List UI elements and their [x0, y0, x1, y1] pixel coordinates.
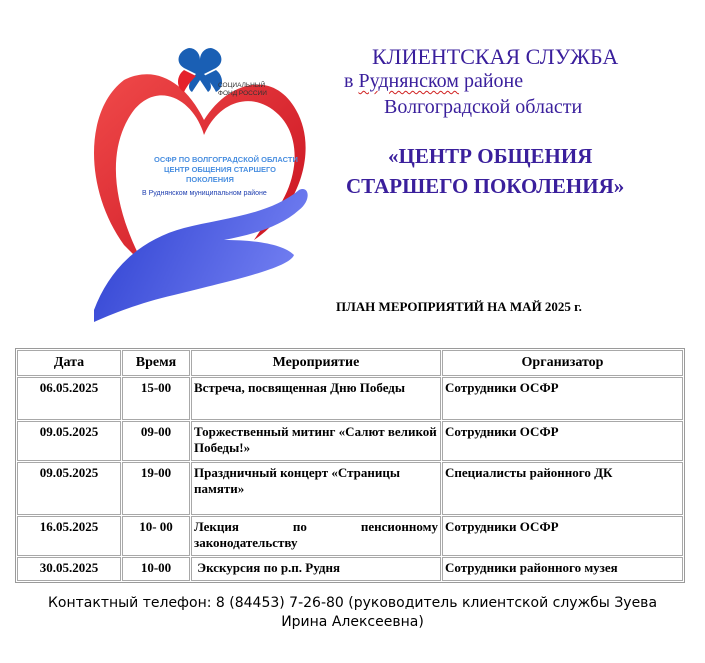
cell-event: Праздничный концерт «Страницы памяти»	[191, 462, 441, 515]
table-row	[17, 462, 683, 515]
header-district: в Руднянском районе	[344, 70, 524, 92]
cell-time: 15-00	[122, 377, 190, 420]
cell-date: 16.05.2025	[17, 516, 121, 556]
cell-organizer: Сотрудники ОСФР	[442, 421, 683, 461]
csfr-heart-hand-logo	[84, 40, 314, 322]
plan-title: ПЛАН МЕРОПРИЯТИЙ НА МАЙ 2025 г.	[336, 299, 582, 314]
cell-date: 09.05.2025	[17, 421, 121, 461]
cell-date: 06.05.2025	[17, 377, 121, 420]
event-line2: законодательству	[194, 535, 298, 550]
cell-organizer: Специалисты районного ДК	[442, 462, 683, 515]
table-header-row	[17, 350, 683, 376]
cell-event: Экскурсия по р.п. Рудня	[191, 557, 441, 581]
table-row	[17, 557, 683, 581]
events-table	[15, 348, 685, 583]
cell-date: 30.05.2025	[17, 557, 121, 581]
brand-name-line1: СОЦИАЛЬНЫЙ	[218, 82, 266, 89]
logo-caption-line1: ОСФР ПО ВОЛГОГРАДСКОЙ ОБЛАСТИ	[154, 155, 298, 164]
cell-time: 19-00	[122, 462, 190, 515]
header-service-name: КЛИЕНТСКАЯ СЛУЖБА	[372, 44, 619, 69]
cell-event: Торжественный митинг «Салют великой Победы!»	[191, 421, 441, 461]
logo-caption-line2: ЦЕНТР ОБЩЕНИЯ СТАРШЕГО	[164, 165, 276, 174]
table-row	[17, 516, 683, 556]
cell-event	[191, 516, 441, 556]
contact-line1: Контактный телефон: 8 (84453) 7-26-80 (руководитель клиентской службы Зуева	[47, 595, 658, 611]
header-time: Время	[122, 350, 190, 376]
header-organizer: Организатор	[442, 350, 683, 376]
header-date: Дата	[17, 350, 121, 376]
logo-caption-line3: ПОКОЛЕНИЯ	[186, 175, 234, 184]
center-title-line2: СТАРШЕГО ПОКОЛЕНИЯ»	[346, 174, 625, 198]
cell-time: 10-00	[122, 557, 190, 581]
brand-name-line2: ФОНД РОССИИ	[218, 90, 267, 97]
header-event: Мероприятие	[191, 350, 441, 376]
contact-info	[20, 594, 685, 632]
cell-time: 10- 00	[122, 516, 190, 556]
cell-time: 09-00	[122, 421, 190, 461]
cell-organizer: Сотрудники ОСФР	[442, 516, 683, 556]
table-row	[17, 421, 683, 461]
logo-caption-line4: В Руднянском муниципальном районе	[142, 190, 267, 197]
sfr-emblem-icon	[178, 48, 222, 92]
event-line1: Лекция по пенсионному	[194, 519, 438, 534]
cell-organizer: Сотрудники районного музея	[442, 557, 683, 581]
center-title-line1: «ЦЕНТР ОБЩЕНИЯ	[388, 144, 593, 168]
contact-line2: Ирина Алексеевна)	[281, 614, 424, 630]
table-row	[17, 377, 683, 420]
cell-date: 09.05.2025	[17, 462, 121, 515]
cell-organizer: Сотрудники ОСФР	[442, 377, 683, 420]
header-region: Волгоградской области	[384, 96, 583, 118]
cell-event: Встреча, посвященная Дню Победы	[191, 377, 441, 420]
